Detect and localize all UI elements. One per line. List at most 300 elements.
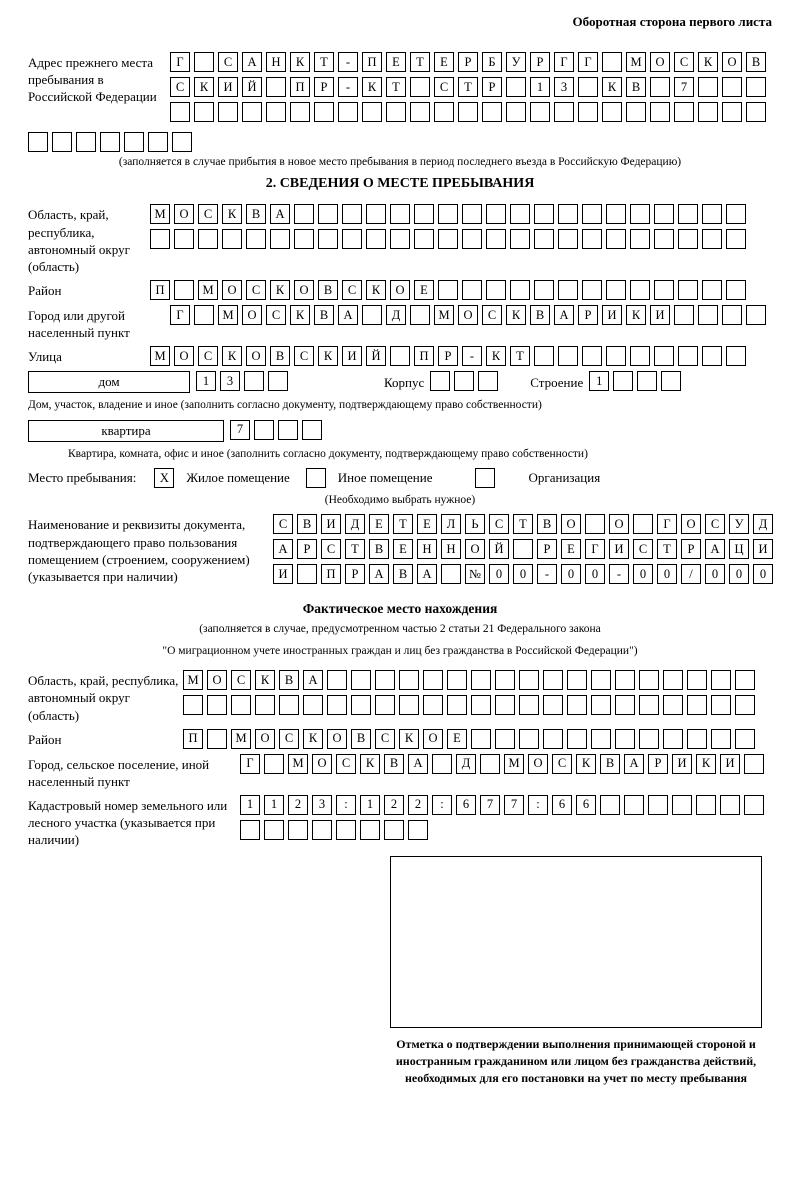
char-box (696, 795, 716, 815)
char-box: - (338, 52, 358, 72)
char-box: Р (578, 305, 598, 325)
char-box (606, 204, 626, 224)
char-box: 0 (729, 564, 749, 584)
char-box (290, 102, 310, 122)
char-box (438, 204, 458, 224)
char-box: С (482, 305, 502, 325)
char-box (390, 229, 410, 249)
char-box: К (318, 346, 338, 366)
char-box (198, 229, 218, 249)
fact-oblast-row (28, 670, 772, 723)
stroenie-label: Строение (530, 375, 584, 391)
char-box (543, 670, 563, 690)
fact-raion-row (28, 729, 772, 749)
char-box: Т (458, 77, 478, 97)
prev-address-note: (заполняется в случае прибытия в новое место пребывания в период последнего въезда в Российскую Федерацию) (118, 156, 682, 168)
fact-gorod-cells (240, 754, 768, 774)
char-box (672, 795, 692, 815)
char-box: А (554, 305, 574, 325)
char-box: 1 (589, 371, 609, 391)
char-box (722, 102, 742, 122)
char-box (222, 229, 242, 249)
char-box: С (434, 77, 454, 97)
char-box (654, 346, 674, 366)
char-box: Е (386, 52, 406, 72)
char-box: 2 (384, 795, 404, 815)
char-box: 7 (504, 795, 524, 815)
char-box (375, 670, 395, 690)
char-box: П (414, 346, 434, 366)
char-box: В (626, 77, 646, 97)
char-box (687, 670, 707, 690)
char-box (462, 229, 482, 249)
char-box (438, 229, 458, 249)
char-box: В (246, 204, 266, 224)
char-box (124, 132, 144, 152)
kadastr-grid-row-2 (240, 820, 768, 840)
char-box: 7 (480, 795, 500, 815)
char-box: С (218, 52, 238, 72)
char-box (254, 420, 274, 440)
char-box (678, 204, 698, 224)
char-box: О (255, 729, 275, 749)
char-box: Г (240, 754, 260, 774)
char-box: К (506, 305, 526, 325)
char-box: А (417, 564, 437, 584)
char-box: Р (537, 539, 557, 559)
char-box (624, 795, 644, 815)
char-box: 1 (264, 795, 284, 815)
char-box: В (746, 52, 766, 72)
char-box: 0 (561, 564, 581, 584)
doc-grid (273, 514, 777, 589)
char-box: С (198, 204, 218, 224)
char-box: А (338, 305, 358, 325)
inoe-label: Иное помещение (337, 470, 433, 486)
char-box (471, 670, 491, 690)
char-box (506, 102, 526, 122)
char-box: К (255, 670, 275, 690)
gorod-cells (170, 305, 770, 325)
char-box (630, 204, 650, 224)
char-box: О (561, 514, 581, 534)
char-box (76, 132, 96, 152)
char-box: К (290, 52, 310, 72)
char-box (567, 729, 587, 749)
kadastr-grid (240, 795, 768, 845)
char-box (726, 346, 746, 366)
char-box (543, 695, 563, 715)
char-box (486, 229, 506, 249)
char-box: О (222, 280, 242, 300)
char-box: П (183, 729, 203, 749)
char-box (270, 229, 290, 249)
char-box (613, 371, 633, 391)
char-box: 1 (530, 77, 550, 97)
char-box: 0 (633, 564, 653, 584)
char-box (567, 695, 587, 715)
char-box: А (624, 754, 644, 774)
char-box (534, 204, 554, 224)
ulitsa-cells (150, 346, 750, 366)
char-box: В (537, 514, 557, 534)
char-box (288, 820, 308, 840)
char-box (278, 420, 298, 440)
dom-row (28, 371, 772, 393)
char-box: А (705, 539, 725, 559)
char-box: К (696, 754, 716, 774)
char-box (687, 729, 707, 749)
mesto-prebyvaniya-row (28, 468, 772, 488)
char-box (174, 229, 194, 249)
char-box (722, 305, 742, 325)
fact-raion-cells (183, 729, 759, 749)
char-box: И (650, 305, 670, 325)
char-box: Е (393, 539, 413, 559)
char-box: М (198, 280, 218, 300)
char-box: М (183, 670, 203, 690)
fact-oblast-grid-row-2 (183, 695, 759, 715)
char-box (746, 305, 766, 325)
char-box: А (369, 564, 389, 584)
char-box: В (297, 514, 317, 534)
char-box (462, 280, 482, 300)
char-box: О (423, 729, 443, 749)
char-box: К (270, 280, 290, 300)
char-box: Д (345, 514, 365, 534)
char-box: Р (648, 754, 668, 774)
char-box: / (681, 564, 701, 584)
char-box: Р (458, 52, 478, 72)
char-box: С (633, 539, 653, 559)
char-box (639, 695, 659, 715)
char-box (246, 229, 266, 249)
char-box: Т (513, 514, 533, 534)
fact-note-line-1: (заполняется в случае, предусмотренном частью 2 статьи 21 Федерального закона (199, 623, 601, 636)
char-box (410, 305, 430, 325)
char-box (510, 280, 530, 300)
fact-raion-label: Район (28, 731, 62, 747)
char-box (294, 229, 314, 249)
fact-title: Фактическое место нахождения (302, 601, 498, 617)
dom-note: Дом, участок, владение и иное (заполнить согласно документу, подтверждающему право собственности) (28, 399, 542, 412)
char-box: П (290, 77, 310, 97)
char-box: Е (447, 729, 467, 749)
zhiloe-checkbox: X (154, 468, 174, 488)
char-box (28, 132, 48, 152)
char-box (264, 820, 284, 840)
char-box (720, 795, 740, 815)
doc-grid-row-1 (273, 514, 777, 534)
char-box: К (602, 77, 622, 97)
fact-note-line-2: "О миграционном учете иностранных граждан и лиц без гражданства в Российской Федерации") (162, 644, 638, 657)
char-box: С (705, 514, 725, 534)
char-box (615, 670, 635, 690)
char-box: С (273, 514, 293, 534)
char-box: С (489, 514, 509, 534)
char-box (408, 820, 428, 840)
char-box: Г (578, 52, 598, 72)
char-box: Е (417, 514, 437, 534)
char-box: Н (417, 539, 437, 559)
char-box: А (303, 670, 323, 690)
char-box: С (246, 280, 266, 300)
char-box: С (674, 52, 694, 72)
char-box: Т (314, 52, 334, 72)
gorod-label: Город или другой населенный пункт (28, 308, 130, 341)
char-box (534, 229, 554, 249)
char-box (663, 729, 683, 749)
char-box (375, 695, 395, 715)
char-box (578, 102, 598, 122)
inoe-checkbox (306, 468, 326, 488)
char-box (441, 564, 461, 584)
char-box (726, 280, 746, 300)
char-box: В (318, 280, 338, 300)
char-box: Б (482, 52, 502, 72)
char-box (582, 280, 602, 300)
char-box: И (342, 346, 362, 366)
char-box (244, 371, 264, 391)
char-box: Е (561, 539, 581, 559)
char-box: Е (414, 280, 434, 300)
prev-address-grid-row-3 (170, 102, 770, 122)
char-box: И (753, 539, 773, 559)
gorod-row (28, 305, 772, 341)
char-box (148, 132, 168, 152)
char-box: П (321, 564, 341, 584)
char-box (207, 695, 227, 715)
prev-address-grid-row-2 (170, 77, 770, 97)
char-box: В (600, 754, 620, 774)
char-box (678, 346, 698, 366)
char-box (650, 77, 670, 97)
char-box (264, 754, 284, 774)
char-box (242, 102, 262, 122)
char-box (170, 102, 190, 122)
char-box: О (174, 204, 194, 224)
char-box (410, 77, 430, 97)
char-box: - (537, 564, 557, 584)
char-box (702, 229, 722, 249)
char-box (678, 280, 698, 300)
char-box: И (672, 754, 692, 774)
raion-cells (150, 280, 750, 300)
char-box (639, 729, 659, 749)
char-box: К (362, 77, 382, 97)
char-box: М (150, 204, 170, 224)
char-box: С (266, 305, 286, 325)
prev-address-grid-row-4 (28, 132, 772, 152)
char-box (639, 670, 659, 690)
char-box (746, 77, 766, 97)
char-box (351, 670, 371, 690)
char-box: В (530, 305, 550, 325)
char-box: С (198, 346, 218, 366)
char-box (218, 102, 238, 122)
char-box (266, 102, 286, 122)
char-box: Г (170, 52, 190, 72)
char-box: С (321, 539, 341, 559)
stamp-area (390, 856, 762, 1028)
char-box (438, 280, 458, 300)
char-box (687, 695, 707, 715)
char-box: К (303, 729, 323, 749)
char-box (602, 102, 622, 122)
char-box: О (246, 346, 266, 366)
char-box (637, 371, 657, 391)
char-box: М (288, 754, 308, 774)
char-box: 0 (513, 564, 533, 584)
char-box (423, 670, 443, 690)
char-box: Е (434, 52, 454, 72)
char-box: К (576, 754, 596, 774)
char-box (312, 820, 332, 840)
char-box: Н (266, 52, 286, 72)
char-box: С (336, 754, 356, 774)
char-box (268, 371, 288, 391)
char-box: Т (657, 539, 677, 559)
raion-label: Район (28, 283, 62, 298)
char-box (294, 204, 314, 224)
fact-oblast-grid-row-1 (183, 670, 759, 690)
char-box (519, 695, 539, 715)
char-box: 3 (220, 371, 240, 391)
char-box (399, 670, 419, 690)
char-box (384, 820, 404, 840)
char-box (585, 514, 605, 534)
char-box (698, 77, 718, 97)
char-box (410, 102, 430, 122)
char-box: К (222, 346, 242, 366)
char-box: 2 (408, 795, 428, 815)
char-box (471, 695, 491, 715)
char-box (231, 695, 251, 715)
char-box: Й (242, 77, 262, 97)
char-box (591, 695, 611, 715)
kadastr-grid-row-1 (240, 795, 768, 815)
char-box: 0 (657, 564, 677, 584)
char-box (297, 564, 317, 584)
char-box: О (294, 280, 314, 300)
char-box (366, 204, 386, 224)
oblast-label: Область, край, республика, автономный округ (область) (28, 207, 130, 274)
char-box (399, 695, 419, 715)
char-box (194, 102, 214, 122)
char-box (462, 204, 482, 224)
char-box: 6 (552, 795, 572, 815)
char-box (530, 102, 550, 122)
char-box: Р (482, 77, 502, 97)
char-box (615, 729, 635, 749)
char-box: 3 (312, 795, 332, 815)
char-box (591, 670, 611, 690)
char-box: М (434, 305, 454, 325)
char-box: Г (585, 539, 605, 559)
char-box: В (279, 670, 299, 690)
char-box: К (486, 346, 506, 366)
korpus-label: Корпус (384, 375, 425, 391)
char-box: 0 (705, 564, 725, 584)
char-box: И (273, 564, 293, 584)
char-box (362, 305, 382, 325)
char-box: А (273, 539, 293, 559)
char-box: О (458, 305, 478, 325)
char-box (582, 346, 602, 366)
char-box (486, 204, 506, 224)
char-box (342, 204, 362, 224)
char-box (578, 77, 598, 97)
char-box (582, 229, 602, 249)
char-box (558, 229, 578, 249)
char-box: И (218, 77, 238, 97)
char-box (390, 346, 410, 366)
char-box: 0 (489, 564, 509, 584)
char-box (510, 229, 530, 249)
char-box: 7 (230, 420, 250, 440)
raion-row (28, 280, 772, 300)
char-box (711, 695, 731, 715)
char-box (698, 305, 718, 325)
page-side-note: Оборотная сторона первого листа (572, 14, 772, 29)
char-box (534, 346, 554, 366)
char-box: М (218, 305, 238, 325)
char-box (711, 670, 731, 690)
char-box: Т (386, 77, 406, 97)
char-box (558, 346, 578, 366)
kadastr-row (28, 795, 772, 848)
char-box (626, 102, 646, 122)
char-box (386, 102, 406, 122)
char-box (567, 670, 587, 690)
organizatsiya-label: Организация (528, 470, 601, 486)
char-box (506, 77, 526, 97)
char-box (342, 229, 362, 249)
char-box (654, 204, 674, 224)
char-box: Т (393, 514, 413, 534)
char-box: 6 (456, 795, 476, 815)
char-box: И (321, 514, 341, 534)
char-box: К (626, 305, 646, 325)
char-box: Т (410, 52, 430, 72)
char-box: С (170, 77, 190, 97)
char-box (255, 695, 275, 715)
char-box (454, 371, 474, 391)
char-box: - (609, 564, 629, 584)
char-box: У (729, 514, 749, 534)
char-box: С (279, 729, 299, 749)
char-box (735, 670, 755, 690)
char-box (279, 695, 299, 715)
char-box: О (312, 754, 332, 774)
char-box: О (528, 754, 548, 774)
char-box (674, 305, 694, 325)
char-box (150, 229, 170, 249)
char-box: К (222, 204, 242, 224)
char-box (430, 371, 450, 391)
char-box: С (342, 280, 362, 300)
char-box (615, 695, 635, 715)
dom-number-cells (196, 371, 292, 391)
char-box: В (270, 346, 290, 366)
char-box: В (384, 754, 404, 774)
char-box (674, 102, 694, 122)
char-box: Л (441, 514, 461, 534)
char-box (648, 795, 668, 815)
char-box: О (390, 280, 410, 300)
organizatsiya-checkbox (475, 468, 495, 488)
char-box: 2 (288, 795, 308, 815)
